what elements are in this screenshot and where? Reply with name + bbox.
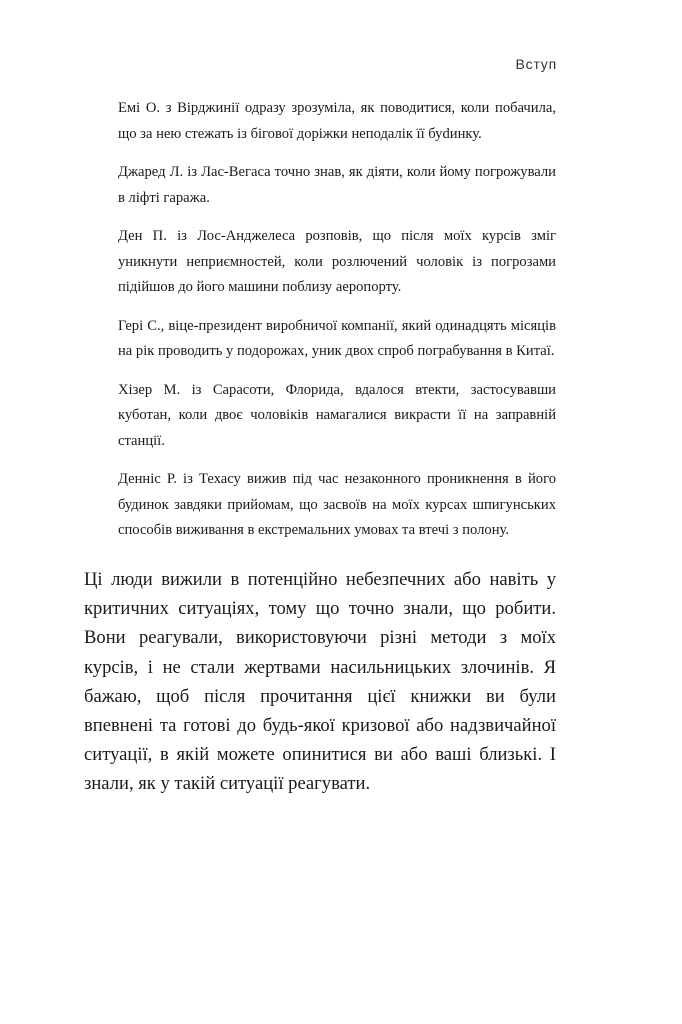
testimonials-block: [118, 96, 556, 557]
testimonial-jared: Джаред Л. із Лас-Вегаса точно знав, як діяти, коли йому погрожували в ліфті гаража.: [118, 164, 556, 206]
testimonial-gery: Гері С., віце-президент виробничої компанії, який одинадцять місяців на рік проводить у подорожах, уник двох спроб пограбування в Китаї.: [118, 317, 556, 359]
running-head: Вступ: [515, 56, 557, 72]
testimonial-emi: Емі О. з Вірджинії одразу зрозуміла, як поводитися, коли побачила, що за нею стежать із бігової доріжки неподалік її буdинку.: [118, 100, 556, 142]
testimonial-heather: Хізер М. із Сарасоти, Флорида, вдалося втекти, застосувавши куботан, коли двоє чоловіків намагалися викрасти її на заправній станції.: [118, 381, 556, 449]
testimonial-den: Ден П. із Лос-Анджелеса розповів, що після моїх курсів зміг уникнути неприємностей, коли розлючений чоловік із погрозами підійшов до його машини поблизу аеропорту.: [118, 228, 556, 295]
closing-paragraph: Ці люди вижили в потенційно небезпечних або навіть у критичних ситуаціях, тому що точно знали, що робити. Вони реагували, використовуючи різні методи з моїх курсів, і не стали жертвами насильницьких злочинів. Я бажаю, щоб після прочитання цієї книжки ви були впевнені та готові до будь-якої кризової або надзвичайної ситуації, в якій можете опинитися ви або ваші близькі. І знали, як у такій ситуації реагувати.: [84, 569, 556, 795]
testimonial-dennis: Денніс Р. із Техасу вижив під час незаконного проникнення в його будинок завдяки прийомам, що засвоїв на моїх курсах шпигунських способів виживання в екстремальних умовах та втечі з полону.: [118, 471, 556, 538]
